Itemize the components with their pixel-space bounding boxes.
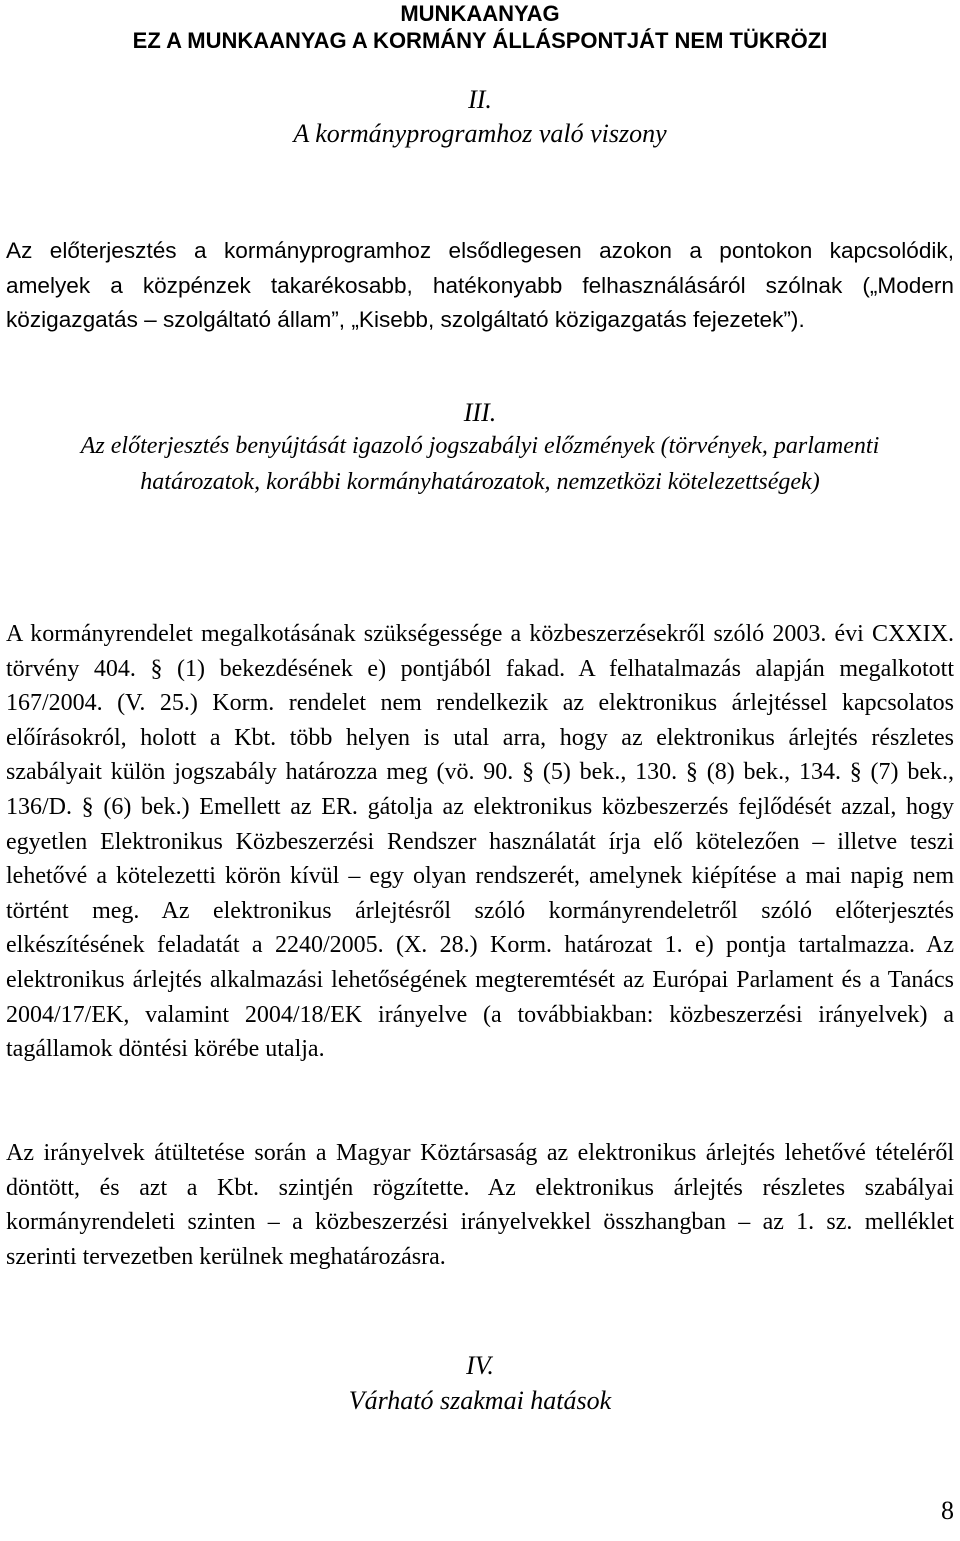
section-4-number: IV.	[466, 1351, 494, 1380]
draft-header	[0, 0, 960, 54]
section-2-number: II.	[468, 85, 492, 114]
header-line-1: MUNKAANYAG	[400, 1, 560, 26]
page-number: 8	[941, 1496, 954, 1525]
section-3-title: Az előterjesztés benyújtását igazoló jogszabályi előzmények (törvények, parlamenti határozatok, korábbi kormányhatározatok, nemzetközi kötelezettségek)	[80, 433, 880, 495]
section-3-paragraph-2: Az irányelvek átültetése során a Magyar Köztársaság az elektronikus árlejtés lehetővé tételéről döntött, és azt a Kbt. szintjén rögzítette. Az elektronikus árlejtés részletes szabályai kormányrendeleti szinten – a közbeszerzési irányelvekkel összhangban – az 1. sz. melléklet szerinti tervezetben kerülnek meghatározásra.	[6, 1140, 954, 1270]
header-line-2: EZ A MUNKAANYAG A KORMÁNY ÁLLÁSPONTJÁT NEM TÜKRÖZI	[132, 28, 828, 53]
section-3-paragraph-1: A kormányrendelet megalkotásának szükségessége a közbeszerzésekről szóló 2003. évi CXXIX. törvény 404. § (1) bekezdésének e) pontjából fakad. A felhatalmazás alapján megalkotott 167/2004. (V. 25.) Korm. rendelet nem rendelkezik az elektronikus árlejtéssel kapcsolatos előírásokról, holott a Kbt. több helyen is utal arra, hogy az elektronikus árlejtés részletes szabályait külön jogszabály határozza meg (vö. 90. § (5) bek., 130. § (8) bek., 134. § (7) bek., 136/D. § (6) bek.) Emellett az ER. gátolja az elektronikus közbeszerzés fejlődését azzal, hogy egyetlen Elektronikus Közbeszerzési Rendszer használatát írja elő kötelezően – illetve teszi lehetővé a kötelezetti körön kívül – egy olyan rendszerét, amelynek kiépítése a mai napig nem történt meg. Az elektronikus árlejtésről szóló kormányrendeletről szóló előterjesztés elkészítésének feladatát a 2240/2005. (X. 28.) Korm. határozat 1. e) pontja tartalmazza. Az elektronikus árlejtés alkalmazási lehetőségének megteremtését az Európai Parlament és a Tanács 2004/17/EK, valamint 2004/18/EK irányelve (a továbbiakban: közbeszerzési irányelvek) a tagállamok döntési körébe utalja.	[6, 621, 954, 1063]
section-2-paragraph: Az előterjesztés a kormányprogramhoz elsődlegesen azokon a pontokon kapcsolódik, amelyek a közpénzek takarékosabb, hatékonyabb felhasználásáról szólnak („Modern közigazgatás – szolgáltató állam”, „Kisebb, szolgáltató közigazgatás fejezetek”).	[6, 238, 954, 333]
section-2-title: A kormányprogramhoz való viszony	[293, 119, 667, 148]
section-3-number: III.	[463, 398, 497, 427]
section-4-title: Várható szakmai hatások	[348, 1386, 612, 1415]
